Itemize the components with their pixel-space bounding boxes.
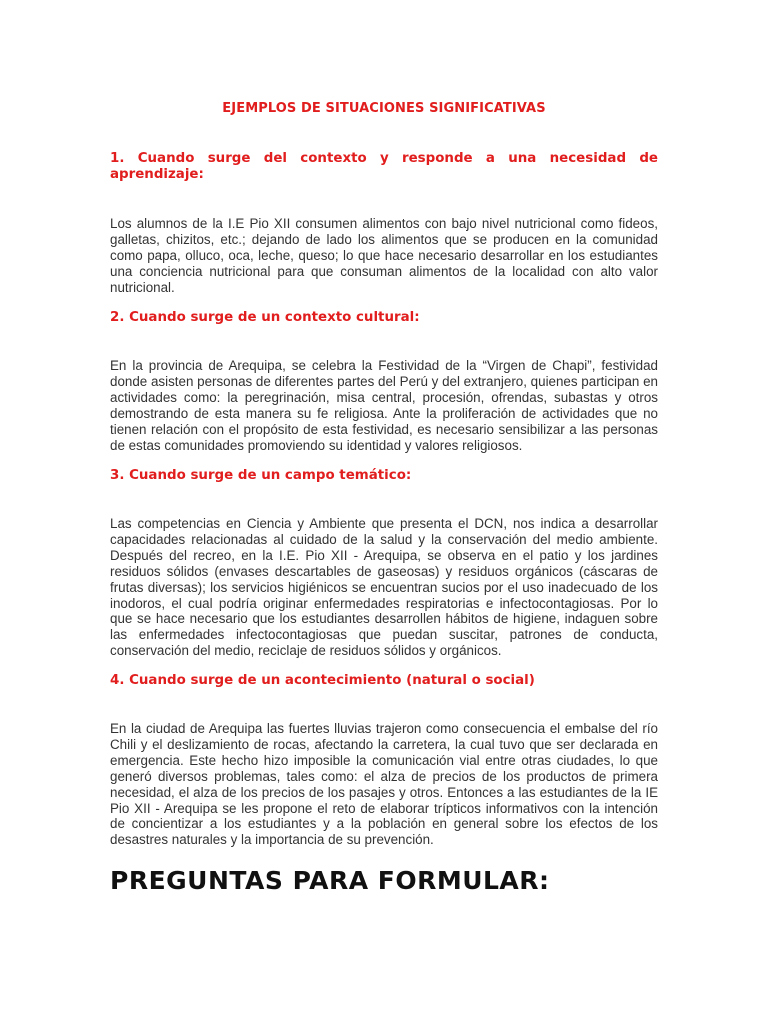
section-2-heading: 2. Cuando surge de un contexto cultural: (110, 310, 420, 325)
section-4-body: En la ciudad de Arequipa las fuertes lluvias trajeron como consecuencia el embalse del río Chili y el deslizamiento de rocas, afectando la carretera, la cual tuvo que ser declarada en emergencia. Este hecho hizo imposible la comunicación vial entre otras ciudades, lo que generó diversos problemas, tales como: el alza de precios de los productos de primera necesidad, el alza de los precios de los pasajes y otros. Entonces a las estudiantes de la IE Pio XII - Arequipa se les propone el reto de elaborar trípticos informativos con la intención de concientizar a los estudiantes y a la población en general sobre los efectos de los desastres naturales y la importancia de su prevención. (110, 721, 658, 848)
questions-heading: PREGUNTAS PARA FORMULAR: (110, 866, 550, 895)
document-title: EJEMPLOS DE SITUACIONES SIGNIFICATIVAS (222, 101, 546, 116)
document-page (110, 0, 658, 1024)
section-3-heading: 3. Cuando surge de un campo temático: (110, 468, 412, 483)
section-3-body: Las competencias en Ciencia y Ambiente que presenta el DCN, nos indica a desarrollar capacidades relacionadas al cuidado de la salud y la conservación del medio ambiente. Después del recreo, en la I.E. Pio XII - Arequipa, se observa en el patio y los jardines residuos sólidos (envases descartables de gaseosas) y residuos orgánicos (cáscaras de frutas diversas); los servicios higiénicos se encuentran sucios por el uso inadecuado de los inodoros, el cual podría originar enfermedades respiratorias e infectocontagiosas. Por lo que se hace necesario que los estudiantes desarrollen hábitos de higiene, indaguen sobre las enfermedades infectocontagiosas que puedan suscitar, patrones de conducta, conservación del medio, reciclaje de residuos sólidos y orgánicos. (110, 516, 658, 659)
section-4-heading: 4. Cuando surge de un acontecimiento (natural o social) (110, 673, 535, 688)
section-1-heading: 1. Cuando surge del contexto y responde a una necesidad de aprendizaje: (110, 151, 658, 182)
section-2-body: En la provincia de Arequipa, se celebra la Festividad de la “Virgen de Chapi”, festividad donde asisten personas de diferentes partes del Perú y del extranjero, quienes participan en actividades como: la peregrinación, misa central, procesión, ofrendas, subastas y otros demostrando de esta manera su fe religiosa. Ante la proliferación de actividades que no tienen relación con el propósito de esta festividad, es necesario sensibilizar a las personas de estas comunidades promoviendo su identidad y valores religiosos. (110, 358, 658, 453)
section-1-body: Los alumnos de la I.E Pio XII consumen alimentos con bajo nivel nutricional como fideos, galletas, chizitos, etc.; dejando de lado los alimentos que se producen en la comunidad como papa, olluco, oca, leche, queso; lo que hace necesario desarrollar en los estudiantes una conciencia nutricional para que consuman alimentos de la localidad con alto valor nutricional. (110, 216, 658, 295)
